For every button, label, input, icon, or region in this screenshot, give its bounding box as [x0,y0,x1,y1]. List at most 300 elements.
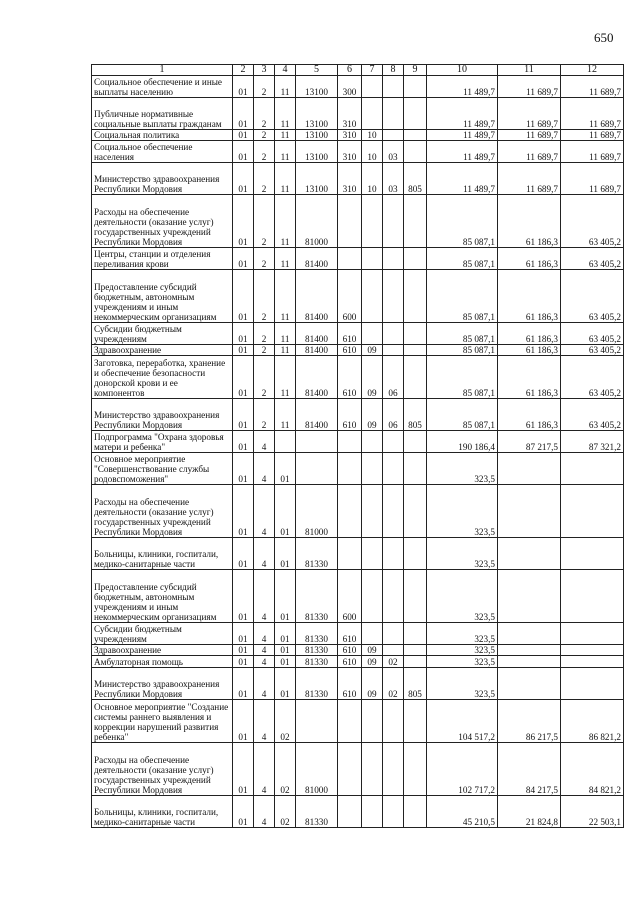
row-name-cell: Расходы на обеспечение деятельности (оказание услуг) государственных учреждений Республики Мордовия [92,195,233,248]
row-value-cell: 310 [338,97,362,129]
budget-table [91,64,624,828]
row-value-cell: 610 [338,656,362,667]
row-value-cell [383,195,404,248]
column-header: 1 [92,65,233,76]
row-name-cell: Публичные нормативные социальные выплаты гражданам [92,97,233,129]
row-value-cell: 63 405,2 [561,270,624,323]
table-row [92,270,624,323]
row-value-cell: 06 [383,356,404,399]
page-number: 650 [594,30,614,45]
row-value-cell: 805 [404,667,427,699]
table-row [92,623,624,645]
row-value-cell: 01 [233,97,254,129]
table-row [92,76,624,98]
table-row [92,485,624,538]
row-value-cell: 10 [362,163,383,195]
row-value-cell: 11 689,7 [561,76,624,98]
row-value-cell: 4 [254,570,275,623]
row-value-cell: 01 [233,570,254,623]
row-value-cell: 11 489,7 [427,76,498,98]
row-value-cell: 4 [254,667,275,699]
row-value-cell: 63 405,2 [561,344,624,355]
row-value-cell: 11 [275,163,296,195]
table-row [92,398,624,430]
row-value-cell: 01 [275,570,296,623]
row-value-cell: 01 [233,452,254,484]
row-value-cell: 11 [275,398,296,430]
row-value-cell [404,248,427,270]
row-value-cell [498,623,561,645]
row-value-cell: 01 [233,485,254,538]
column-header: 11 [498,65,561,76]
row-value-cell [498,570,561,623]
row-value-cell: 10 [362,141,383,163]
row-value-cell [362,570,383,623]
row-value-cell [383,452,404,484]
table-row [92,344,624,355]
row-value-cell: 190 186,4 [427,431,498,453]
row-value-cell: 11 489,7 [427,97,498,129]
row-value-cell [383,431,404,453]
row-value-cell: 09 [362,398,383,430]
row-value-cell: 4 [254,645,275,656]
row-value-cell: 09 [362,645,383,656]
row-value-cell: 11 689,7 [498,97,561,129]
table-row [92,248,624,270]
row-value-cell [404,742,427,795]
row-value-cell: 81330 [296,538,338,570]
row-value-cell: 01 [275,623,296,645]
row-value-cell [404,431,427,453]
row-value-cell: 104 517,2 [427,700,498,743]
row-value-cell: 81330 [296,795,338,827]
row-value-cell: 63 405,2 [561,398,624,430]
row-value-cell: 11 [275,344,296,355]
row-value-cell: 01 [233,667,254,699]
row-value-cell: 09 [362,656,383,667]
row-value-cell [338,485,362,538]
row-value-cell [498,667,561,699]
row-value-cell [404,270,427,323]
row-value-cell: 4 [254,700,275,743]
row-value-cell: 01 [233,129,254,140]
row-value-cell [561,645,624,656]
row-value-cell: 02 [383,667,404,699]
row-value-cell: 01 [233,656,254,667]
row-value-cell: 01 [233,700,254,743]
table-row [92,431,624,453]
row-value-cell [404,344,427,355]
row-value-cell: 01 [233,344,254,355]
row-value-cell: 02 [275,795,296,827]
row-value-cell [498,656,561,667]
row-value-cell [561,623,624,645]
row-value-cell [338,742,362,795]
row-value-cell: 09 [362,667,383,699]
row-value-cell: 61 186,3 [498,344,561,355]
row-value-cell: 10 [362,129,383,140]
row-value-cell: 11 [275,356,296,399]
row-value-cell [383,248,404,270]
row-value-cell: 84 217,5 [498,742,561,795]
row-name-cell: Министерство здравоохранения Республики Мордовия [92,667,233,699]
row-value-cell: 4 [254,485,275,538]
column-header: 7 [362,65,383,76]
row-value-cell: 01 [233,163,254,195]
row-value-cell: 11 689,7 [498,129,561,140]
row-value-cell: 323,5 [427,645,498,656]
row-value-cell: 01 [233,623,254,645]
row-value-cell: 4 [254,623,275,645]
row-value-cell [561,538,624,570]
row-value-cell: 01 [275,538,296,570]
row-value-cell [404,323,427,345]
row-value-cell [404,76,427,98]
row-value-cell: 01 [275,656,296,667]
row-value-cell [561,570,624,623]
row-name-cell: Социальная политика [92,129,233,140]
row-value-cell: 09 [362,356,383,399]
row-value-cell: 2 [254,76,275,98]
table-row [92,323,624,345]
row-value-cell: 81330 [296,656,338,667]
row-value-cell [561,667,624,699]
row-value-cell [338,700,362,743]
row-value-cell: 09 [362,344,383,355]
row-value-cell: 13100 [296,141,338,163]
row-value-cell: 01 [233,195,254,248]
row-value-cell: 4 [254,431,275,453]
table-row [92,141,624,163]
row-value-cell: 61 186,3 [498,323,561,345]
row-value-cell: 06 [383,398,404,430]
row-name-cell: Предоставление субсидий бюджетным, автономным учреждениям и иным некоммерческим организациям [92,270,233,323]
row-value-cell: 22 503,1 [561,795,624,827]
row-value-cell: 11 689,7 [498,163,561,195]
row-value-cell [404,141,427,163]
row-value-cell [383,645,404,656]
row-value-cell: 300 [338,76,362,98]
row-value-cell: 323,5 [427,485,498,538]
row-value-cell [404,656,427,667]
row-value-cell: 102 717,2 [427,742,498,795]
row-name-cell: Субсидии бюджетным учреждениям [92,323,233,345]
table-row [92,645,624,656]
row-name-cell: Заготовка, переработка, хранение и обеспечение безопасности донорской крови и ее компонентов [92,356,233,399]
row-value-cell: 11 489,7 [427,163,498,195]
row-value-cell: 61 186,3 [498,356,561,399]
row-name-cell: Здравоохранение [92,645,233,656]
row-value-cell [362,248,383,270]
row-value-cell: 86 821,2 [561,700,624,743]
row-value-cell [383,485,404,538]
row-value-cell: 11 689,7 [561,141,624,163]
row-value-cell: 02 [383,656,404,667]
row-name-cell: Амбулаторная помощь [92,656,233,667]
row-value-cell: 13100 [296,76,338,98]
row-value-cell: 610 [338,667,362,699]
row-value-cell: 01 [233,645,254,656]
row-value-cell: 81330 [296,623,338,645]
row-value-cell: 81400 [296,270,338,323]
row-value-cell: 03 [383,163,404,195]
column-header: 8 [383,65,404,76]
row-value-cell: 81330 [296,667,338,699]
row-name-cell: Центры, станции и отделения переливания крови [92,248,233,270]
table-row [92,667,624,699]
row-value-cell: 02 [275,742,296,795]
row-value-cell: 87 217,5 [498,431,561,453]
row-name-cell: Субсидии бюджетным учреждениям [92,623,233,645]
column-header: 10 [427,65,498,76]
row-value-cell: 4 [254,795,275,827]
row-value-cell: 11 489,7 [427,141,498,163]
row-name-cell: Министерство здравоохранения Республики Мордовия [92,163,233,195]
table-row [92,656,624,667]
row-name-cell: Расходы на обеспечение деятельности (оказание услуг) государственных учреждений Республики Мордовия [92,742,233,795]
column-header: 6 [338,65,362,76]
row-value-cell: 11 689,7 [561,97,624,129]
row-value-cell: 63 405,2 [561,195,624,248]
row-value-cell: 85 087,1 [427,356,498,399]
table-row [92,356,624,399]
row-value-cell [338,452,362,484]
row-value-cell: 81400 [296,398,338,430]
row-value-cell: 11 689,7 [498,76,561,98]
row-value-cell: 2 [254,195,275,248]
row-value-cell [404,700,427,743]
row-value-cell: 11 [275,248,296,270]
row-value-cell: 610 [338,623,362,645]
table-row [92,570,624,623]
row-value-cell [338,431,362,453]
row-value-cell: 11 689,7 [498,141,561,163]
row-value-cell [362,323,383,345]
row-value-cell [362,195,383,248]
row-value-cell: 4 [254,538,275,570]
table-row [92,538,624,570]
row-value-cell: 2 [254,129,275,140]
row-name-cell: Социальное обеспечение и иные выплаты населению [92,76,233,98]
row-name-cell: Основное мероприятие "Совершенствование службы родовспоможения" [92,452,233,484]
row-value-cell: 13100 [296,97,338,129]
row-value-cell [383,76,404,98]
row-name-cell: Больницы, клиники, госпитали, медико-санитарные части [92,538,233,570]
row-value-cell [404,356,427,399]
row-value-cell: 323,5 [427,570,498,623]
row-value-cell: 81400 [296,248,338,270]
row-value-cell: 4 [254,742,275,795]
row-value-cell: 01 [233,356,254,399]
row-value-cell: 2 [254,97,275,129]
row-value-cell: 81000 [296,742,338,795]
column-header: 5 [296,65,338,76]
row-value-cell [362,97,383,129]
row-value-cell: 13100 [296,163,338,195]
row-value-cell [296,700,338,743]
row-value-cell: 81330 [296,570,338,623]
row-value-cell: 805 [404,398,427,430]
row-name-cell: Подпрограмма "Охрана здоровья матери и ребенка" [92,431,233,453]
row-value-cell: 85 087,1 [427,398,498,430]
row-value-cell: 610 [338,645,362,656]
row-value-cell [404,129,427,140]
row-value-cell: 11 [275,195,296,248]
row-value-cell: 610 [338,356,362,399]
row-value-cell [296,431,338,453]
row-value-cell: 84 821,2 [561,742,624,795]
row-value-cell: 01 [233,538,254,570]
row-value-cell [362,538,383,570]
row-value-cell [362,795,383,827]
row-value-cell: 87 321,2 [561,431,624,453]
row-value-cell: 323,5 [427,452,498,484]
row-value-cell: 2 [254,248,275,270]
row-value-cell [404,645,427,656]
row-value-cell: 2 [254,163,275,195]
row-value-cell: 81400 [296,356,338,399]
row-value-cell: 01 [233,795,254,827]
row-value-cell: 85 087,1 [427,248,498,270]
row-value-cell [362,76,383,98]
row-value-cell: 63 405,2 [561,356,624,399]
table-row [92,129,624,140]
row-value-cell: 81000 [296,485,338,538]
row-value-cell [338,795,362,827]
row-value-cell [362,452,383,484]
row-value-cell: 2 [254,356,275,399]
row-value-cell: 85 087,1 [427,323,498,345]
row-value-cell: 61 186,3 [498,270,561,323]
row-value-cell: 2 [254,270,275,323]
row-value-cell [404,485,427,538]
row-value-cell: 21 824,8 [498,795,561,827]
table-body [92,76,624,828]
row-value-cell [383,570,404,623]
row-value-cell: 310 [338,141,362,163]
row-name-cell: Министерство здравоохранения Республики Мордовия [92,398,233,430]
row-value-cell: 600 [338,570,362,623]
row-value-cell: 01 [275,452,296,484]
row-value-cell: 610 [338,398,362,430]
row-value-cell: 81400 [296,323,338,345]
row-value-cell: 2 [254,323,275,345]
row-value-cell [362,485,383,538]
row-value-cell: 01 [233,141,254,163]
table-row [92,700,624,743]
row-value-cell: 63 405,2 [561,248,624,270]
row-value-cell: 11 [275,97,296,129]
table-row [92,742,624,795]
row-name-cell: Больницы, клиники, госпитали, медико-санитарные части [92,795,233,827]
column-header: 3 [254,65,275,76]
row-value-cell: 323,5 [427,538,498,570]
row-value-cell [404,97,427,129]
row-value-cell: 610 [338,323,362,345]
row-value-cell [362,270,383,323]
row-name-cell: Расходы на обеспечение деятельности (оказание услуг) государственных учреждений Республики Мордовия [92,485,233,538]
row-value-cell [561,485,624,538]
row-value-cell: 805 [404,163,427,195]
row-value-cell: 11 [275,270,296,323]
row-value-cell: 2 [254,344,275,355]
row-value-cell: 2 [254,141,275,163]
row-value-cell [404,452,427,484]
row-value-cell [362,623,383,645]
row-name-cell: Здравоохранение [92,344,233,355]
row-value-cell: 61 186,3 [498,248,561,270]
row-value-cell: 11 689,7 [561,163,624,195]
row-value-cell [383,344,404,355]
row-value-cell [362,431,383,453]
row-value-cell [383,129,404,140]
column-header: 4 [275,65,296,76]
row-value-cell [383,323,404,345]
row-value-cell: 01 [233,76,254,98]
row-value-cell [404,195,427,248]
row-value-cell: 01 [275,485,296,538]
row-value-cell: 61 186,3 [498,398,561,430]
row-value-cell: 11 [275,76,296,98]
row-value-cell: 01 [233,398,254,430]
row-value-cell: 11 [275,129,296,140]
column-header: 2 [233,65,254,76]
row-value-cell: 03 [383,141,404,163]
table-row [92,163,624,195]
row-value-cell [383,270,404,323]
row-value-cell [383,538,404,570]
row-value-cell: 01 [233,248,254,270]
row-value-cell: 01 [233,270,254,323]
table-header-row [92,65,624,76]
row-value-cell: 11 689,7 [561,129,624,140]
row-value-cell [383,742,404,795]
row-value-cell [404,623,427,645]
row-value-cell: 85 087,1 [427,344,498,355]
row-value-cell: 4 [254,452,275,484]
table-row [92,795,624,827]
row-value-cell [338,248,362,270]
row-value-cell: 310 [338,163,362,195]
row-value-cell [404,538,427,570]
row-name-cell: Социальное обеспечение населения [92,141,233,163]
row-value-cell: 81330 [296,645,338,656]
row-value-cell [362,742,383,795]
row-value-cell: 01 [233,323,254,345]
row-value-cell: 61 186,3 [498,195,561,248]
table-row [92,452,624,484]
row-value-cell: 02 [275,700,296,743]
row-value-cell [498,645,561,656]
row-value-cell: 85 087,1 [427,270,498,323]
row-value-cell: 323,5 [427,667,498,699]
row-name-cell: Предоставление субсидий бюджетным, автономным учреждениям и иным некоммерческим организациям [92,570,233,623]
row-value-cell: 01 [275,667,296,699]
row-value-cell [338,538,362,570]
row-value-cell: 610 [338,344,362,355]
row-value-cell [498,452,561,484]
row-value-cell: 01 [233,742,254,795]
row-value-cell: 81000 [296,195,338,248]
row-value-cell: 11 [275,323,296,345]
row-value-cell [362,700,383,743]
row-value-cell: 13100 [296,129,338,140]
row-value-cell: 600 [338,270,362,323]
row-value-cell [404,795,427,827]
row-value-cell: 85 087,1 [427,195,498,248]
row-value-cell [561,656,624,667]
row-value-cell: 323,5 [427,656,498,667]
